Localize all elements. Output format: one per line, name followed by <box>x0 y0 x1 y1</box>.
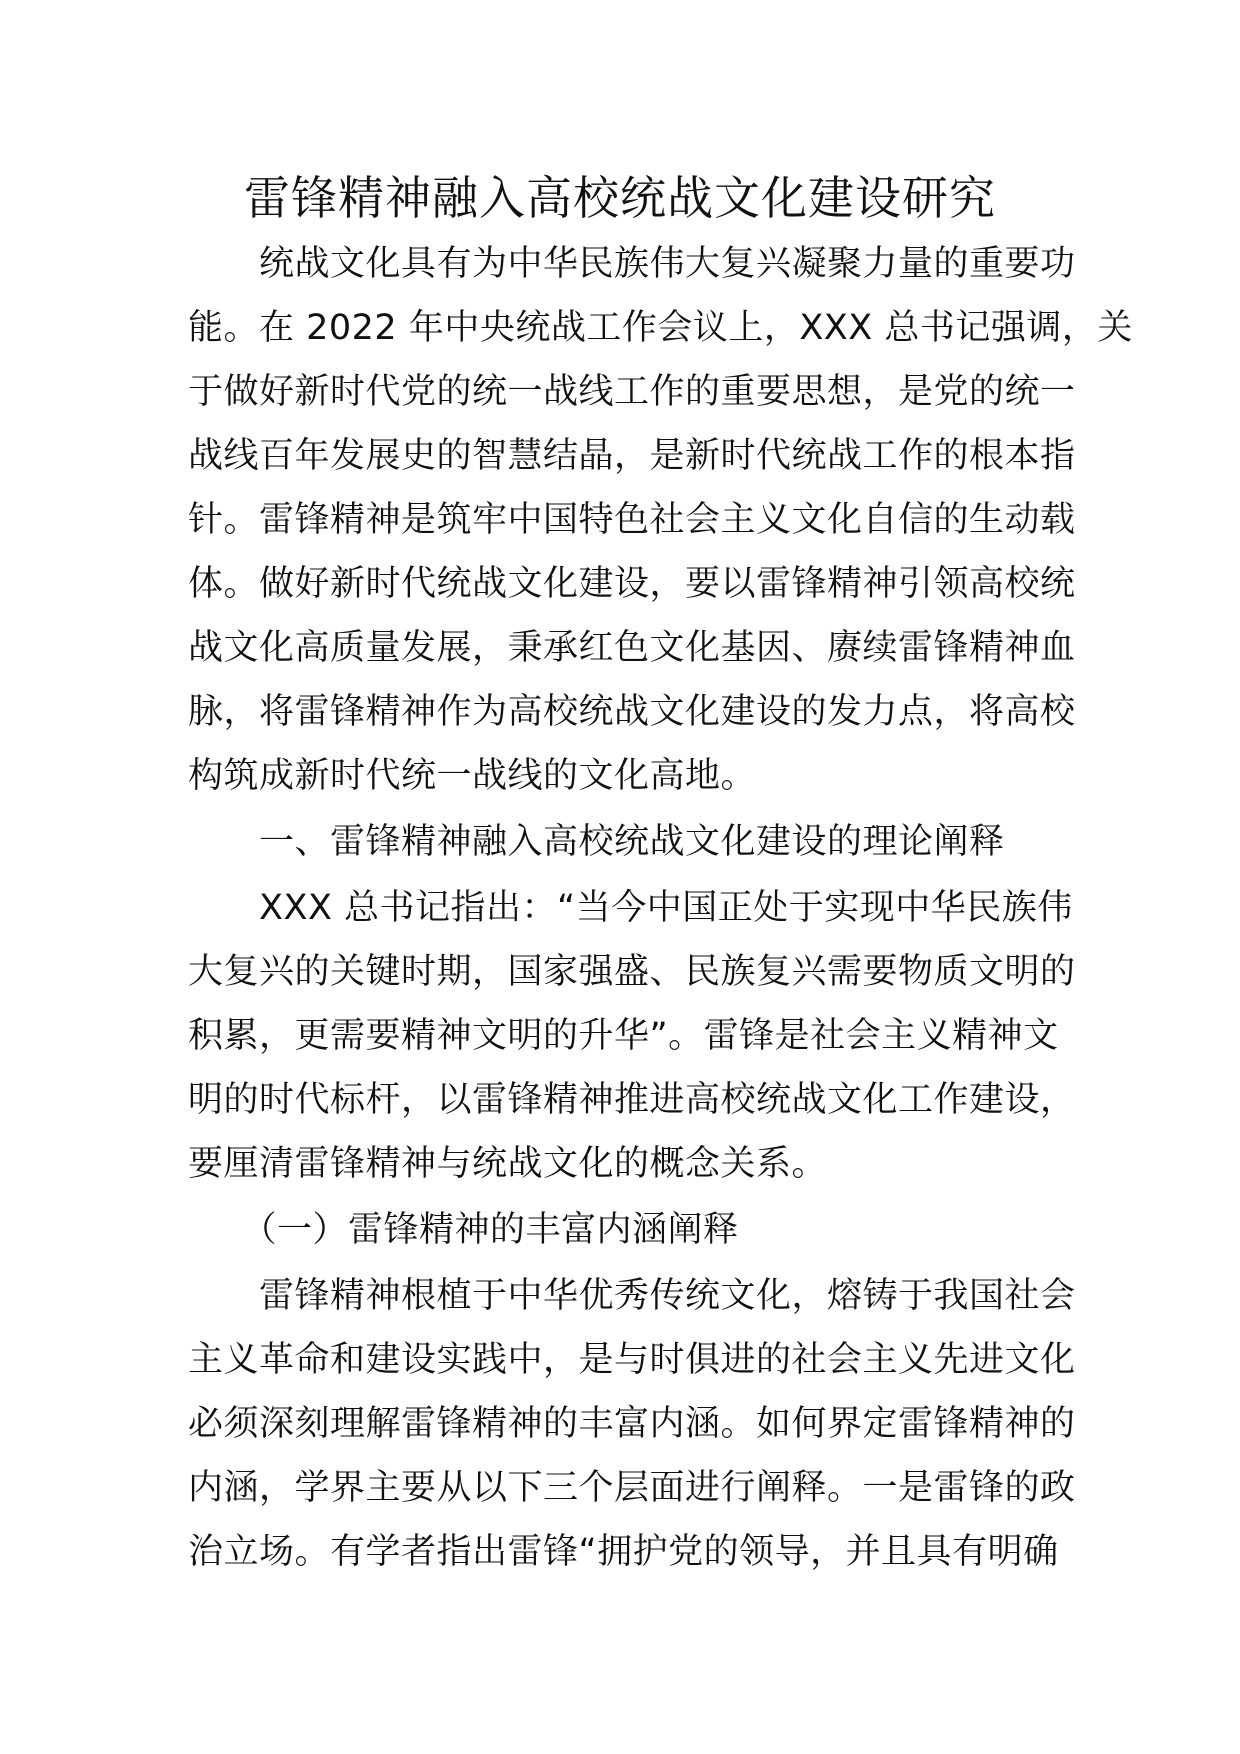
paragraph-line: 战文化高质量发展，秉承红色文化基因、赓续雷锋精神血 <box>188 628 1076 668</box>
section-heading: 一、雷锋精神融入高校统战文化建设的理论阐释 <box>188 822 1005 862</box>
paragraph-line: 战线百年发展史的智慧结晶，是新时代统战工作的根本指 <box>188 436 1076 476</box>
paragraph-line: 内涵，学界主要从以下三个层面进行阐释。一是雷锋的政 <box>188 1468 1076 1508</box>
document-title: 雷锋精神融入高校统战文化建设研究 <box>244 171 996 225</box>
paragraph-line: 脉，将雷锋精神作为高校统战文化建设的发力点，将高校 <box>188 692 1076 732</box>
paragraph-line: 体。做好新时代统战文化建设，要以雷锋精神引领高校统 <box>188 564 1076 604</box>
paragraph-line: 必须深刻理解雷锋精神的丰富内涵。如何界定雷锋精神的 <box>188 1404 1076 1444</box>
paragraph-line: 要厘清雷锋精神与统战文化的概念关系。 <box>188 1144 828 1184</box>
paragraph-line: 治立场。有学者指出雷锋“拥护党的领导，并且具有明确 <box>188 1532 1059 1572</box>
paragraph-line: 构筑成新时代统一战线的文化高地。 <box>188 756 757 796</box>
paragraph-line: 于做好新时代党的统一战线工作的重要思想，是党的统一 <box>188 372 1076 412</box>
paragraph-line: 统战文化具有为中华民族伟大复兴凝聚力量的重要功 <box>188 244 1076 284</box>
paragraph-line: 积累，更需要精神文明的升华”。雷锋是社会主义精神文 <box>188 1016 1059 1056</box>
paragraph-line: 针。雷锋精神是筑牢中国特色社会主义文化自信的生动载 <box>188 500 1076 540</box>
subsection-heading: （一）雷锋精神的丰富内涵阐释 <box>188 1210 739 1250</box>
paragraph-line: XXX 总书记指出：“当今中国正处于实现中华民族伟 <box>188 888 1073 928</box>
paragraph-line: 大复兴的关键时期，国家强盛、民族复兴需要物质文明的 <box>188 952 1076 992</box>
paragraph-line: 雷锋精神根植于中华优秀传统文化，熔铸于我国社会 <box>188 1276 1076 1316</box>
paragraph-line: 主义革命和建设实践中，是与时俱进的社会主义先进文化 <box>188 1340 1076 1380</box>
paragraph-line: 能。在 2022 年中央统战工作会议上，XXX 总书记强调，关 <box>188 308 1133 348</box>
paragraph-line: 明的时代标杆，以雷锋精神推进高校统战文化工作建设， <box>188 1080 1076 1120</box>
